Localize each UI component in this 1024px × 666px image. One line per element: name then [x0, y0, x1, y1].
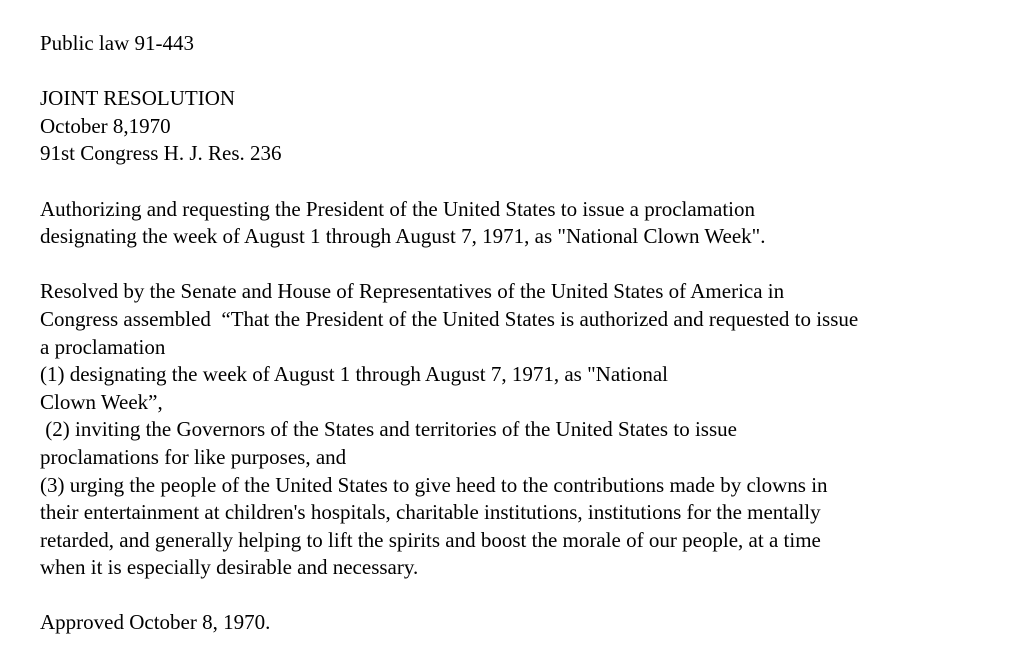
spacer	[40, 251, 1000, 279]
body-line: Clown Week”,	[40, 389, 163, 414]
spacer	[40, 582, 1000, 610]
resolution-date: October 8,1970	[40, 113, 171, 138]
approval-line: Approved October 8, 1970.	[40, 610, 271, 635]
document-page	[40, 30, 1000, 637]
spacer	[40, 58, 1000, 86]
body-line: (2) inviting the Governors of the States and territories of the United States to issue	[40, 417, 737, 442]
body-line: Congress assembled “That the President of the United States is authorized and requested to issue	[40, 306, 859, 331]
body-line: their entertainment at children's hospitals, charitable institutions, institutions for the mentally	[40, 500, 821, 525]
body-line: proclamations for like purposes, and	[40, 444, 347, 469]
body-line: when it is especially desirable and necessary.	[40, 555, 419, 580]
body-line: Resolved by the Senate and House of Representatives of the United States of America in	[40, 279, 785, 304]
summary-line: Authorizing and requesting the President of the United States to issue a proclamation	[40, 196, 756, 221]
body-line: (1) designating the week of August 1 through August 7, 1971, as "National	[40, 362, 668, 387]
resolution-type: JOINT RESOLUTION	[40, 86, 236, 111]
body-line: retarded, and generally helping to lift the spirits and boost the morale of our people, at a time	[40, 527, 821, 552]
congress-reference: 91st Congress H. J. Res. 236	[40, 141, 282, 166]
spacer	[40, 168, 1000, 196]
summary-line: designating the week of August 1 through August 7, 1971, as "National Clown Week".	[40, 224, 766, 249]
body-line: (3) urging the people of the United States to give heed to the contributions made by clowns in	[40, 472, 828, 497]
body-line: a proclamation	[40, 334, 166, 359]
law-heading: Public law 91-443	[40, 31, 194, 55]
